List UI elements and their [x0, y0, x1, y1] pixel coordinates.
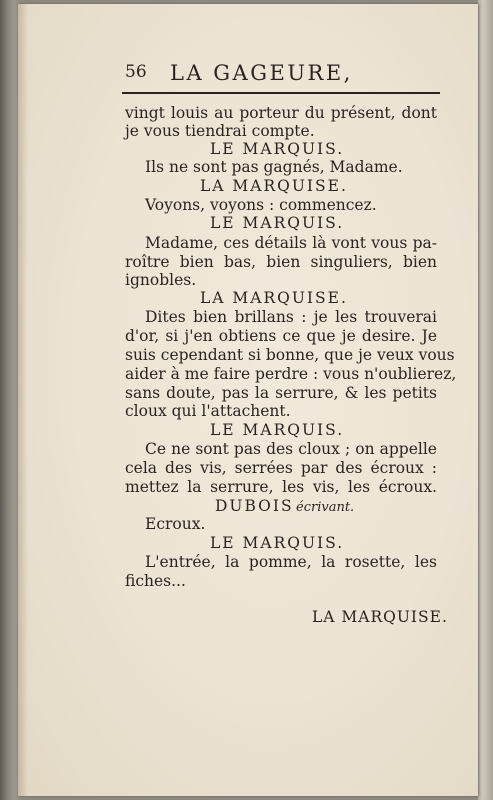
running-title: LA GAGEURE, — [170, 61, 353, 85]
spine-shadow — [18, 4, 28, 796]
text-line: cloux qui l'attachent. — [125, 402, 291, 420]
page-edge — [478, 0, 493, 800]
text-line: d'or, si j'en obtiens ce que je desire. Je — [125, 327, 437, 345]
text-line: cela des vis, serrées par des écroux : — [125, 459, 437, 477]
stage-direction: écrivant. — [296, 500, 355, 515]
speaker-name: LE MARQUIS. — [210, 214, 345, 232]
text-line: ignobles. — [125, 271, 197, 289]
speaker-name: LE MARQUIS. — [210, 421, 345, 439]
text-line: aider à me faire perdre : vous n'oublierez, — [125, 365, 457, 383]
page-number: 56 — [125, 62, 147, 82]
text-line: mettez la serrure, les vis, les écroux. — [125, 478, 437, 496]
text-line: Ecroux. — [145, 515, 206, 533]
speaker-name: LA MARQUISE. — [200, 289, 348, 307]
speaker-name: LA MARQUISE. — [200, 177, 348, 195]
speaker-name: LE MARQUIS. — [210, 534, 345, 552]
text-line: sans doute, pas la serrure, & les petits — [125, 384, 437, 402]
text-line: Madame, ces détails là vont vous pa- — [145, 234, 437, 252]
text-line: suis cependant si bonne, que je veux vous — [125, 346, 455, 364]
text-line: L'entrée, la pomme, la rosette, les — [145, 553, 437, 571]
text-line: roître bien bas, bien singuliers, bien — [125, 253, 437, 271]
text-line: Dites bien brillans : je les trouverai — [145, 308, 437, 326]
catchword: LA MARQUISE. — [312, 608, 448, 626]
text-line: Ce ne sont pas des cloux ; on appelle — [145, 440, 437, 458]
header-rule — [122, 92, 440, 94]
text-line: fiches... — [125, 572, 186, 590]
text-line: Voyons, voyons : commencez. — [145, 196, 377, 214]
speaker-name: LE MARQUIS. — [210, 140, 345, 158]
text-line: Ils ne sont pas gagnés, Madame. — [145, 158, 403, 176]
text-line: je vous tiendrai compte. — [125, 122, 315, 140]
text-line: vingt louis au porteur du présent, dont — [125, 104, 437, 122]
speaker-name: DUBOIS — [215, 497, 294, 515]
